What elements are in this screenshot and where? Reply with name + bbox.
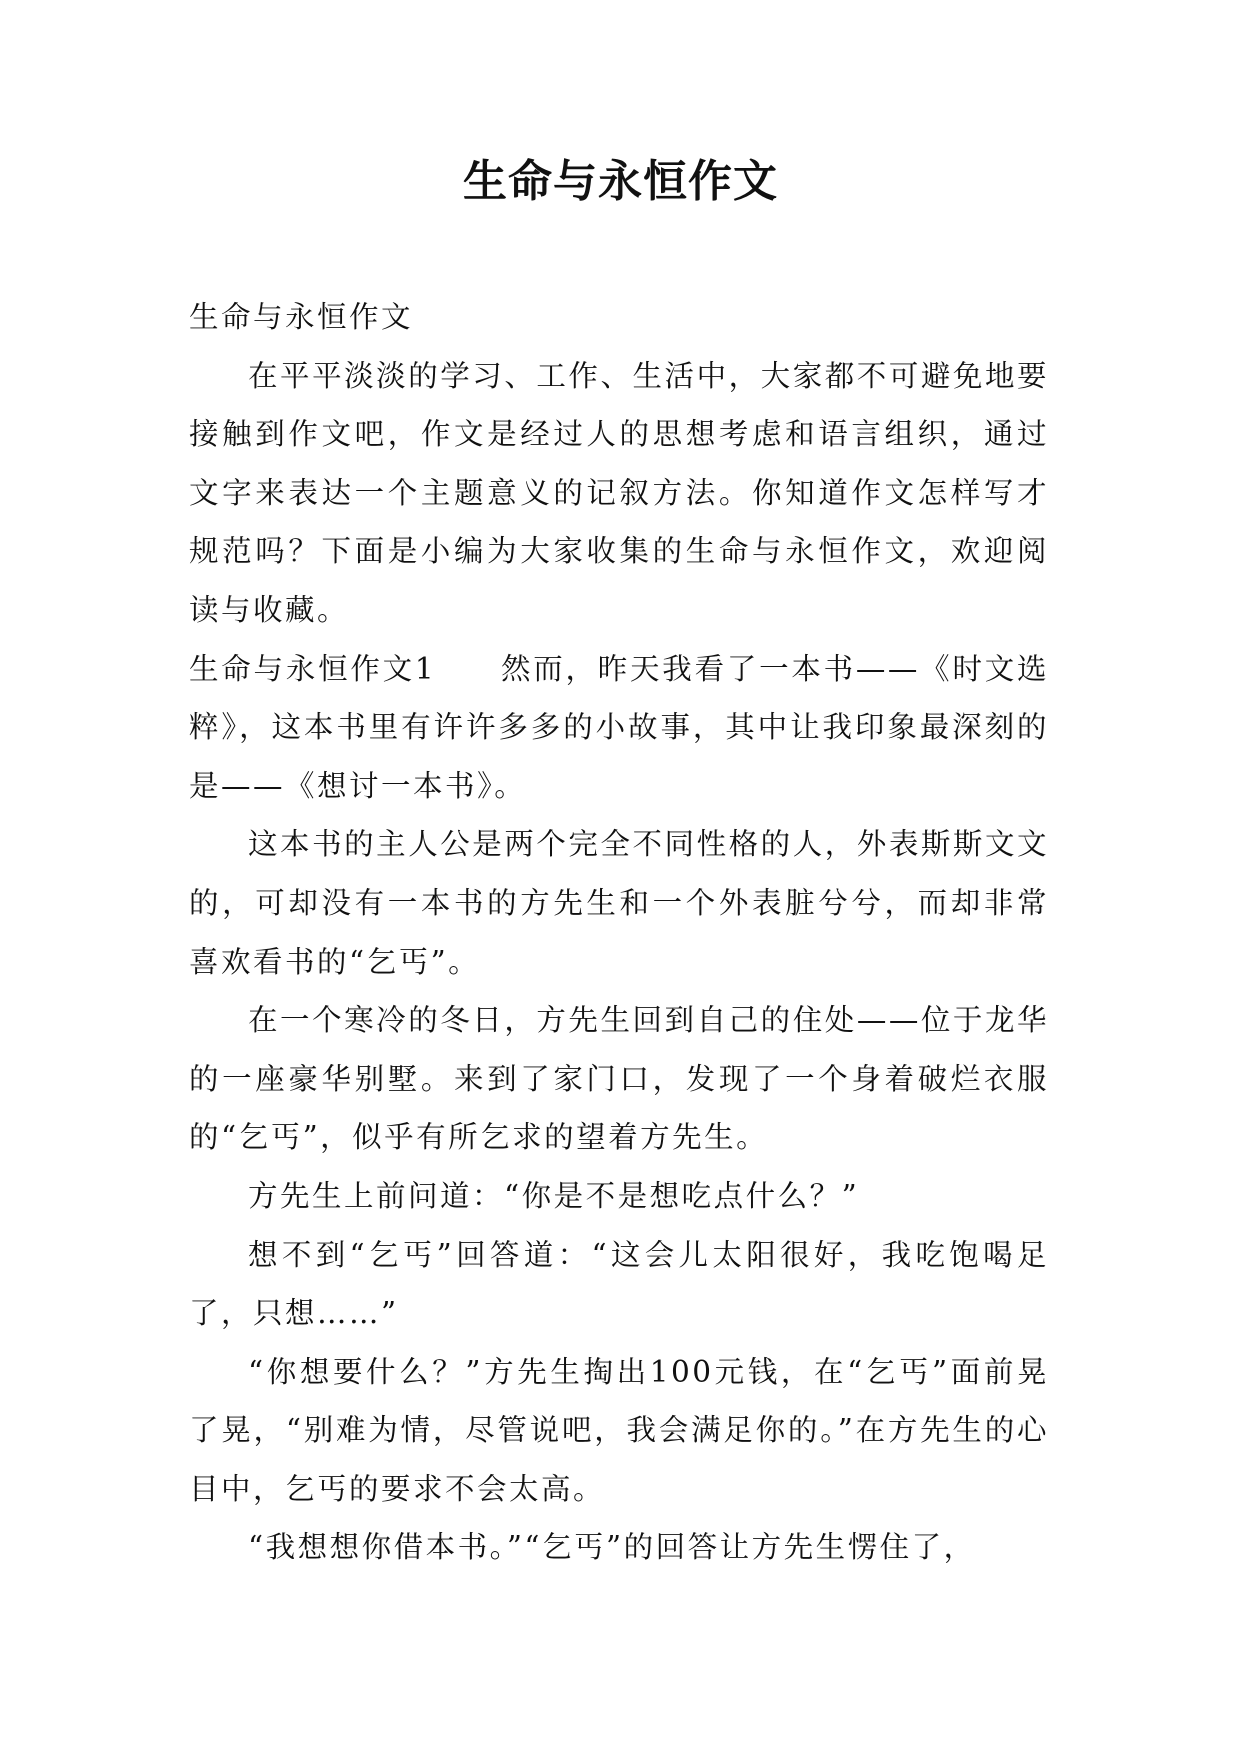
body-paragraph: 在平平淡淡的学习、工作、生活中，大家都不可避免地要接触到作文吧，作文是经过人的思想考虑和语言组织，通过文字来表达一个主题意义的记叙方法。你知道作文怎样写才规范吗？下面是小编为大家收集的生命与永恒作文，欢迎阅读与收藏。 (189, 358, 1049, 627)
body-paragraph: 想不到“乞丐”回答道：“这会儿太阳很好，我吃饱喝足了，只想……” (189, 1237, 1049, 1331)
body-paragraph: 方先生上前问道：“你是不是想吃点什么？” (248, 1178, 860, 1213)
document-title: 生命与永恒作文 (463, 156, 778, 207)
body-paragraph: “我想想你借本书。”“乞丐”的回答让方先生愣住了， (248, 1530, 976, 1565)
body-paragraph: 生命与永恒作文 (189, 300, 414, 334)
body-paragraph: 生命与永恒作文1 然而，昨天我看了一本书——《时文选粹》，这本书里有许许多多的小故事，其中让我印象最深刻的是——《想讨一本书》。 (189, 651, 1049, 803)
body-paragraph: “你想要什么？”方先生掏出100元钱，在“乞丐”面前晃了晃，“别难为情，尽管说吧，我会满足你的。”在方先生的心目中，乞丐的要求不会太高。 (189, 1354, 1049, 1506)
body-paragraph: 在一个寒冷的冬日，方先生回到自己的住处——位于龙华的一座豪华别墅。来到了家门口，发现了一个身着破烂衣服的“乞丐”，似乎有所乞求的望着方先生。 (189, 1003, 1049, 1155)
body-paragraph: 这本书的主人公是两个完全不同性格的人，外表斯斯文文的，可却没有一本书的方先生和一个外表脏兮兮，而却非常喜欢看书的“乞丐”。 (189, 827, 1049, 979)
document-body (189, 288, 1049, 1577)
